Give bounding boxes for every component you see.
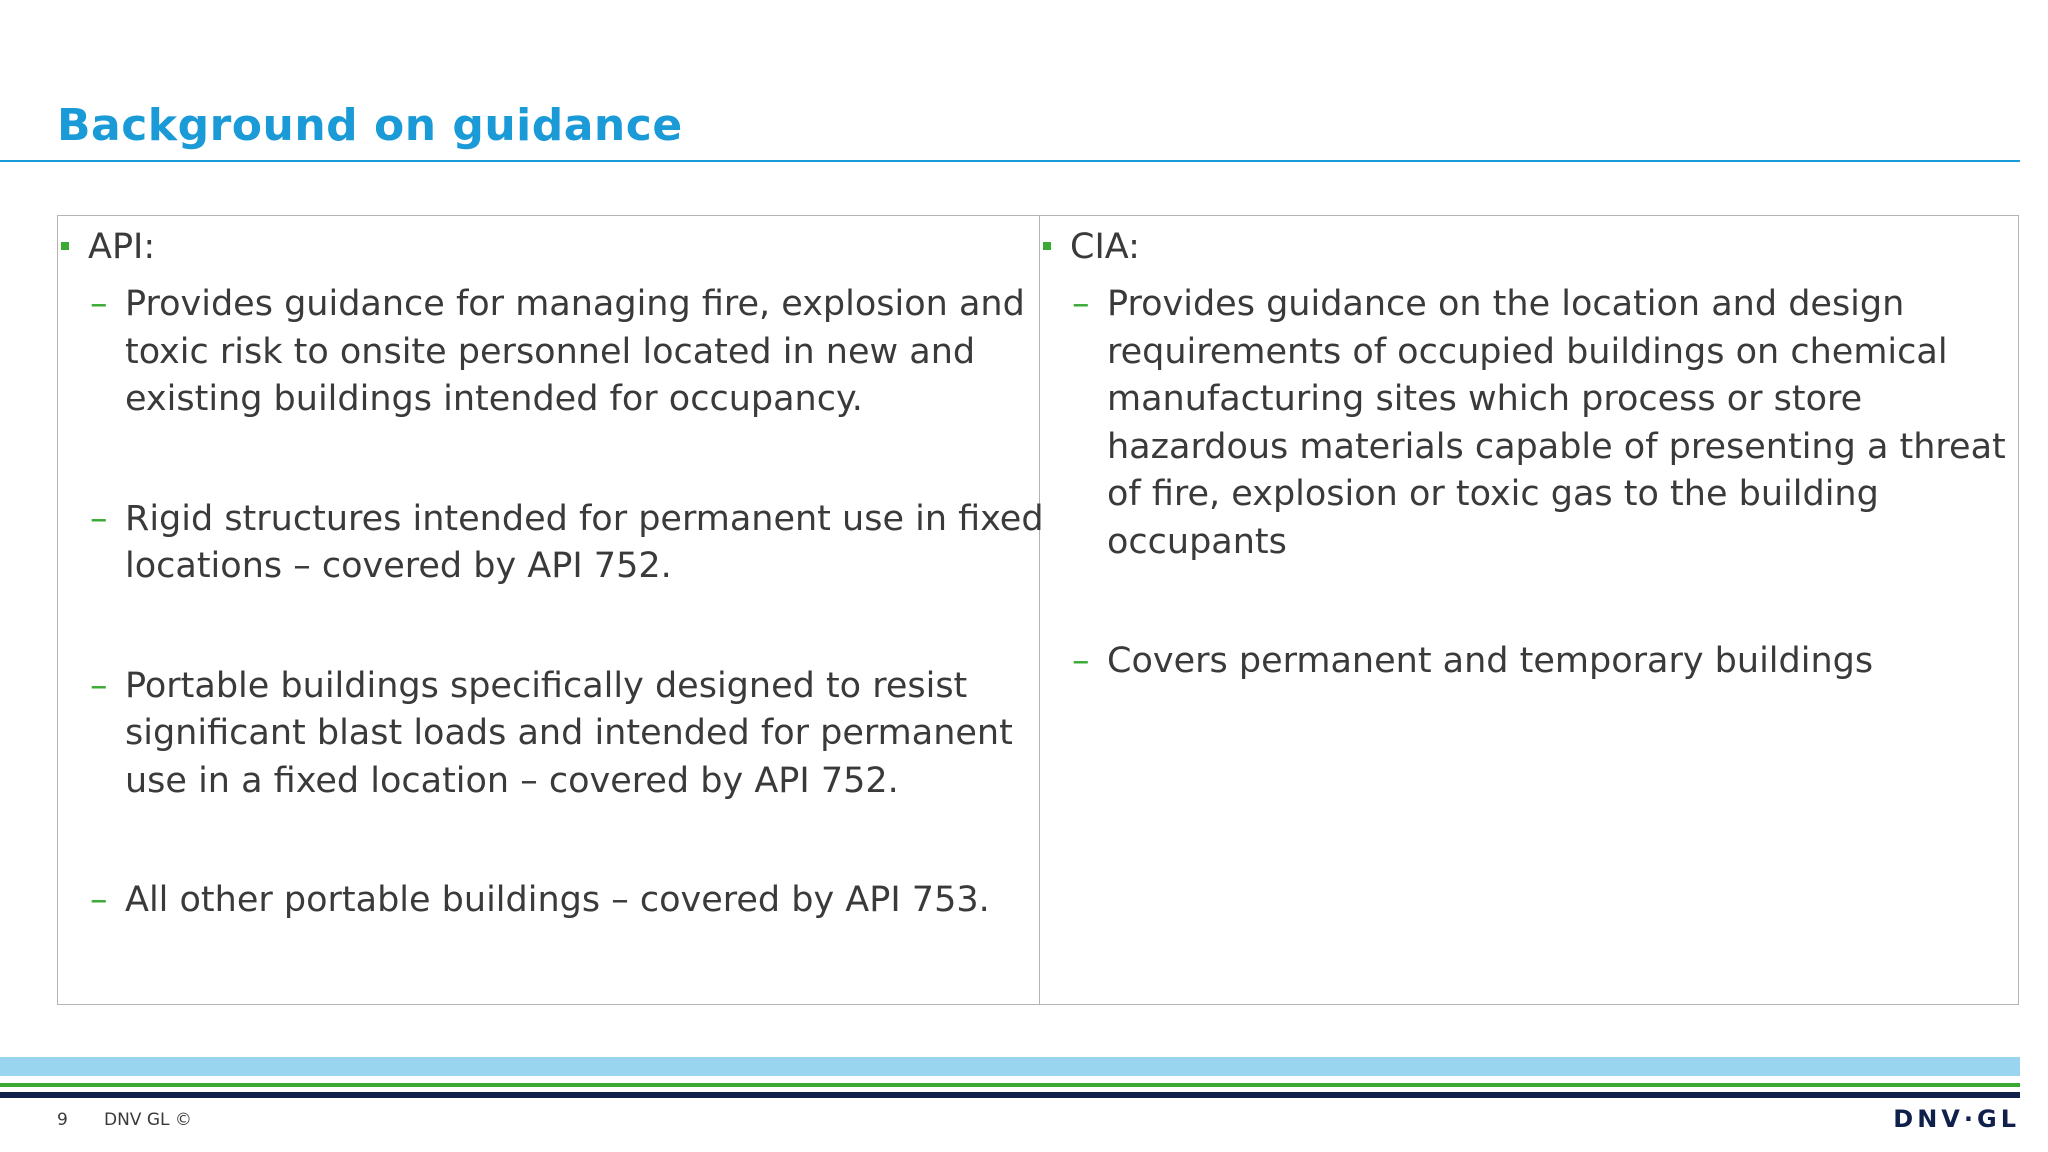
list-item <box>1040 281 2018 566</box>
item-line: Portable buildings specifically designed to resist <box>125 665 968 706</box>
item-line: hazardous materials capable of presenting a threat <box>1107 426 2006 467</box>
copyright-notice: DNV GL © <box>104 1110 192 1130</box>
cia-column <box>1040 216 2018 1004</box>
cia-heading-row <box>1040 224 2018 271</box>
list-item <box>58 663 1039 806</box>
dash-bullet-icon: – <box>1072 641 1090 681</box>
item-line: locations – covered by API 752. <box>125 546 672 586</box>
comparison-table <box>57 215 2019 1005</box>
cia-list <box>1040 281 2018 686</box>
list-item <box>1040 638 2018 686</box>
square-bullet-icon <box>1043 242 1051 250</box>
cia-heading: CIA: <box>1070 227 1140 267</box>
dash-bullet-icon: – <box>90 880 108 920</box>
dash-bullet-icon: – <box>90 665 108 706</box>
api-list <box>58 281 1044 925</box>
dnv-gl-logo: DNV·GL <box>1893 1105 2020 1133</box>
api-column <box>58 216 1044 1004</box>
item-line: Covers permanent and temporary buildings <box>1107 641 1874 681</box>
footer-band-light <box>0 1057 2020 1076</box>
slide-title: Background on guidance <box>57 100 683 151</box>
api-heading: API: <box>88 227 156 267</box>
item-line: of fire, explosion or toxic gas to the building <box>1107 474 1879 514</box>
list-item <box>58 281 1039 424</box>
square-bullet-icon <box>61 242 69 250</box>
item-line: occupants <box>1107 521 1287 562</box>
item-line: Rigid structures intended for permanent use in fixed <box>125 498 1044 539</box>
list-item <box>58 877 1039 925</box>
dash-bullet-icon: – <box>90 284 108 324</box>
item-line: use in a fixed location – covered by API 752. <box>125 760 899 801</box>
item-line: Provides guidance for managing fire, explosion and <box>125 284 1025 324</box>
api-heading-row <box>58 224 1039 271</box>
item-line: manufacturing sites which process or store <box>1107 379 1863 419</box>
dash-bullet-icon: – <box>1072 284 1090 324</box>
item-line: All other portable buildings – covered by API 753. <box>125 880 990 920</box>
page-number: 9 <box>57 1110 68 1130</box>
item-line: significant blast loads and intended for permanent <box>125 713 1013 753</box>
title-underline <box>0 160 2020 162</box>
list-item <box>58 496 1044 591</box>
footer-band-green <box>0 1083 2020 1087</box>
item-line: Provides guidance on the location and design <box>1107 284 1905 324</box>
item-line: toxic risk to onsite personnel located in new and <box>125 331 976 372</box>
dash-bullet-icon: – <box>90 498 108 539</box>
footer-band-navy <box>0 1092 2020 1098</box>
item-line: existing buildings intended for occupancy. <box>125 379 863 419</box>
item-line: requirements of occupied buildings on chemical <box>1107 331 1948 372</box>
